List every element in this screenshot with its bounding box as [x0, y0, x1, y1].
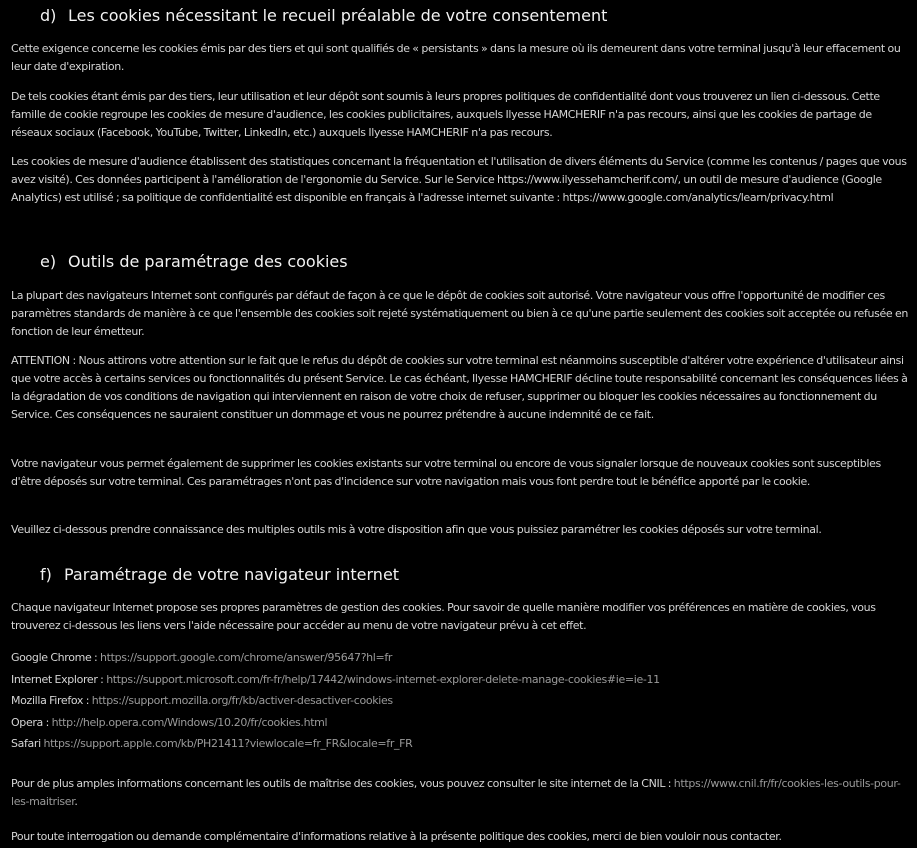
- section-f-heading: [40, 565, 399, 585]
- section-d-paragraph-2: De tels cookies étant émis par des tiers, leur utilisation et leur dépôt sont soumis à leurs propres politiques de confidentialité dont vous trouverez un lien ci-dessous. Cette famille de cookie regroupe les cookies de mesure d'audience, les cookies publicitaires, auxquels Ilyesse HAMCHERIF n'a pas recours, ainsi que les cookies de partage de réseaux sociaux (Facebook, YouTube, Twitter, LinkedIn, etc.) auxquels Ilyesse HAMCHERIF n'a pas recours.: [11, 90, 880, 139]
- browser-link-safari: [11, 733, 911, 755]
- section-d-title: Les cookies nécessitant le recueil préalable de votre consentement: [68, 6, 608, 25]
- chrome-help-link[interactable]: https://support.google.com/chrome/answer/95647?hl=fr: [100, 651, 393, 664]
- section-d-paragraph-3: Les cookies de mesure d'audience établissent des statistiques concernant la fréquentation et l'utilisation de divers éléments du Service (comme les contenus / pages que vous avez visité). Ces données participent à l'amélioration de l'ergonomie du Service. Sur le Service https://www.ilyessehamcherif.com/, un outil de mesure d'audience (Google Analytics) est utilisé ; sa politique de confidentialité est disponible en français à l'adresse internet suivante : https://www.google.com/analytics/learn/privacy.html: [11, 155, 907, 204]
- section-d-paragraph-1: Cette exigence concerne les cookies émis par des tiers et qui sont qualifiés de « persistants » dans la mesure où ils demeurent dans votre terminal jusqu'à leur effacement ou leur date d'expiration.: [11, 42, 901, 73]
- section-e-paragraph-1: La plupart des navigateurs Internet sont configurés par défaut de façon à ce que le dépôt de cookies soit autorisé. Votre navigateur vous offre l'opportunité de modifier ces paramètres standards de manière à ce que l'ensemble des cookies soit rejeté systématiquement ou bien à ce qu'une partie seulement des cookies soit acceptée ou refusée en fonction de leur émetteur.: [11, 289, 909, 338]
- cnil-text: Pour de plus amples informations concernant les outils de maîtrise des cookies, vous pouvez consulter le site internet de la CNIL :: [11, 777, 674, 790]
- opera-help-link[interactable]: http://help.opera.com/Windows/10.20/fr/cookies.html: [51, 715, 328, 729]
- browser-link-chrome: [11, 647, 911, 669]
- firefox-help-link[interactable]: https://support.mozilla.org/fr/kb/activer-desactiver-cookies: [91, 694, 393, 708]
- section-d-heading: [40, 6, 607, 26]
- browser-label: Internet Explorer :: [11, 672, 107, 686]
- section-f-letter: f): [40, 565, 52, 584]
- cnil-end: .: [74, 795, 78, 808]
- browser-links-list: [11, 647, 911, 755]
- section-f-paragraph-3: Pour toute interrogation ou demande complémentaire d'informations relative à la présente politique des cookies, merci de bien vouloir nous contacter.: [11, 830, 782, 843]
- ie-help-link[interactable]: https://support.microsoft.com/fr-fr/help/17442/windows-internet-explorer-delete-manage-cookies#ie=ie-11: [106, 672, 660, 686]
- browser-label: Google Chrome :: [11, 651, 101, 664]
- section-e-paragraph-4: Veuillez ci-dessous prendre connaissance des multiples outils mis à votre disposition afin que vous puissiez paramétrer les cookies déposés sur votre terminal.: [11, 523, 822, 536]
- browser-link-firefox: [11, 690, 911, 712]
- safari-help-link[interactable]: https://support.apple.com/kb/PH21411?viewlocale=fr_FR&locale=fr_FR: [43, 737, 413, 751]
- section-f-paragraph-2: [11, 775, 911, 811]
- cnil-link[interactable]: https://www.cnil.fr/fr/cookies-les-outils-pour-les-maitriser: [11, 777, 901, 808]
- section-d-letter: d): [40, 6, 57, 25]
- section-e-paragraph-3: Votre navigateur vous permet également de supprimer les cookies existants sur votre terminal ou encore de vous signaler lorsque de nouveaux cookies sont susceptibles d'être déposés sur votre terminal. Ces paramétrages n'ont pas d'incidence sur votre navigation mais vous font perdre tout le bénéfice apporté par le cookie.: [11, 457, 881, 488]
- browser-link-ie: [11, 669, 911, 691]
- section-e-letter: e): [40, 252, 57, 271]
- section-e-paragraph-2: ATTENTION : Nous attirons votre attention sur le fait que le refus du dépôt de cookies sur votre terminal est néanmoins susceptible d'altérer votre expérience d'utilisateur ainsi que votre accès à certains services ou fonctionnalités du présent Service. Le cas échéant, Ilyesse HAMCHERIF décline toute responsabilité concernant les conséquences liées à la dégradation de vos conditions de navigation qui interviennent en raison de votre choix de refuser, supprimer ou bloquer les cookies nécessaires au fonctionnement du Service. Ces conséquences ne sauraient constituer un dommage et vous ne pourrez prétendre à aucune indemnité de ce fait.: [11, 354, 908, 421]
- section-e-heading: [40, 252, 348, 272]
- browser-label: Mozilla Firefox :: [11, 694, 92, 708]
- section-f-title: Paramétrage de votre navigateur internet: [64, 565, 400, 584]
- browser-link-opera: [11, 712, 911, 734]
- browser-label: Opera :: [11, 715, 52, 729]
- browser-label: Safari: [11, 737, 44, 751]
- section-e-title: Outils de paramétrage des cookies: [68, 252, 348, 271]
- section-f-paragraph-1: Chaque navigateur Internet propose ses propres paramètres de gestion des cookies. Pour savoir de quelle manière modifier vos préférences en matière de cookies, vous trouverez ci-dessous les liens vers l'aide nécessaire pour accéder au menu de votre navigateur prévu à cet effet.: [11, 601, 876, 632]
